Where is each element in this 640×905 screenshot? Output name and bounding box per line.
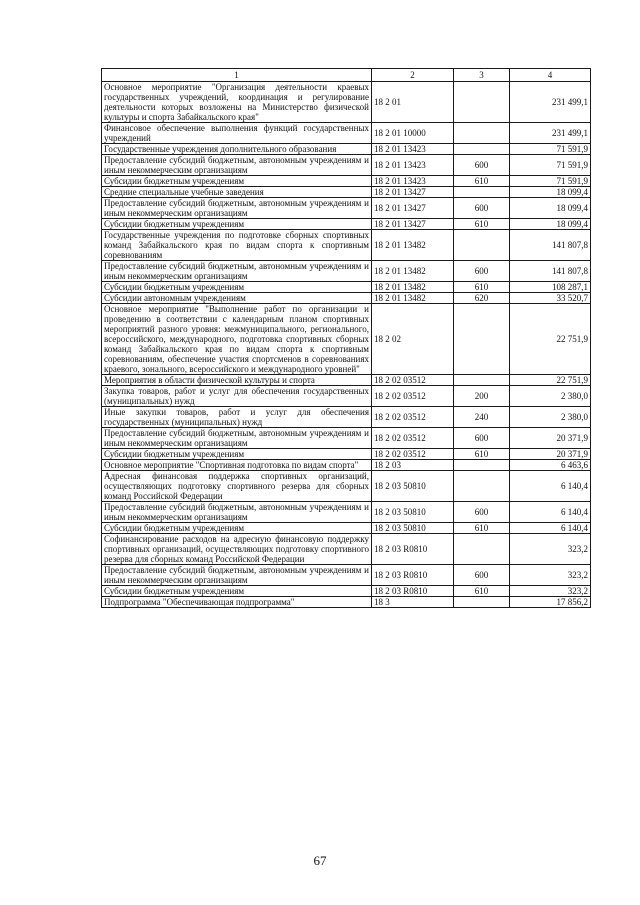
expense-type-cell — [454, 375, 510, 386]
table-row — [102, 304, 591, 375]
code-cell: 18 2 01 13423 — [372, 144, 454, 155]
code-cell: 18 2 01 13427 — [372, 187, 454, 198]
code-cell: 18 2 01 10000 — [372, 123, 454, 144]
expense-type-cell — [454, 534, 510, 565]
table-row — [102, 523, 591, 534]
code-cell: 18 2 01 13427 — [372, 198, 454, 219]
expense-type-cell — [454, 230, 510, 261]
amount-cell: 231 499,1 — [510, 123, 591, 144]
amount-cell: 323,2 — [510, 586, 591, 597]
table-row — [102, 282, 591, 293]
table-row — [102, 375, 591, 386]
table-row — [102, 123, 591, 144]
code-cell: 18 2 03 R0810 — [372, 565, 454, 586]
header-cell: 3 — [454, 69, 510, 82]
expense-type-cell: 600 — [454, 198, 510, 219]
amount-cell: 323,2 — [510, 565, 591, 586]
code-cell: 18 2 01 13423 — [372, 155, 454, 176]
amount-cell: 323,2 — [510, 534, 591, 565]
code-cell: 18 2 01 13423 — [372, 176, 454, 187]
amount-cell: 6 140,4 — [510, 502, 591, 523]
amount-cell: 22 751,9 — [510, 375, 591, 386]
table-row — [102, 407, 591, 428]
code-cell: 18 2 02 03512 — [372, 386, 454, 407]
table-row — [102, 460, 591, 471]
table-row — [102, 502, 591, 523]
table-row — [102, 219, 591, 230]
table-row — [102, 565, 591, 586]
expense-type-cell — [454, 123, 510, 144]
amount-cell: 6 140,4 — [510, 471, 591, 502]
code-cell: 18 2 02 — [372, 304, 454, 375]
expense-type-cell: 600 — [454, 502, 510, 523]
code-cell: 18 2 03 — [372, 460, 454, 471]
code-cell: 18 2 03 50810 — [372, 523, 454, 534]
expense-type-cell: 610 — [454, 586, 510, 597]
table-row — [102, 449, 591, 460]
amount-cell: 71 591,9 — [510, 144, 591, 155]
table-row — [102, 187, 591, 198]
expense-type-cell — [454, 597, 510, 608]
code-cell: 18 2 03 50810 — [372, 502, 454, 523]
description-cell: Мероприятия в области физической культуры и спорта — [102, 375, 372, 386]
code-cell: 18 2 01 — [372, 82, 454, 123]
table-row — [102, 230, 591, 261]
expense-type-cell: 610 — [454, 449, 510, 460]
description-cell: Основное мероприятие "Организация деятельности краевых государственных учреждений, координация и регулирование деятельности которых возложены на Министерство физической культуры и спорта Забайкальского края" — [102, 82, 372, 123]
expense-type-cell: 610 — [454, 219, 510, 230]
description-cell: Предоставление субсидий бюджетным, автономным учреждениям и иным некоммерческим организациям — [102, 198, 372, 219]
expense-type-cell: 600 — [454, 155, 510, 176]
amount-cell: 71 591,9 — [510, 176, 591, 187]
description-cell: Софинансирование расходов на адресную финансовую поддержку спортивных организаций, осуществляющих подготовку спортивного резерва для сборных команд Российской Федерации — [102, 534, 372, 565]
description-cell: Предоставление субсидий бюджетным, автономным учреждениям и иным некоммерческим организациям — [102, 502, 372, 523]
expense-type-cell: 610 — [454, 176, 510, 187]
description-cell: Субсидии бюджетным учреждениям — [102, 282, 372, 293]
expense-type-cell — [454, 471, 510, 502]
code-cell: 18 2 01 13482 — [372, 282, 454, 293]
table-row — [102, 471, 591, 502]
amount-cell: 17 856,2 — [510, 597, 591, 608]
table-row — [102, 586, 591, 597]
expense-type-cell: 600 — [454, 261, 510, 282]
amount-cell: 141 807,8 — [510, 230, 591, 261]
table-row — [102, 261, 591, 282]
header-cell: 1 — [102, 69, 372, 82]
table-row — [102, 386, 591, 407]
table-row — [102, 534, 591, 565]
expense-type-cell: 620 — [454, 293, 510, 304]
expense-type-cell: 610 — [454, 282, 510, 293]
description-cell: Субсидии бюджетным учреждениям — [102, 219, 372, 230]
description-cell: Адресная финансовая поддержка спортивных организаций, осуществляющих подготовку спортивного резерва для сборных команд Российской Федерации — [102, 471, 372, 502]
description-cell: Субсидии бюджетным учреждениям — [102, 523, 372, 534]
code-cell: 18 2 02 03512 — [372, 449, 454, 460]
code-cell: 18 2 03 R0810 — [372, 534, 454, 565]
description-cell: Предоставление субсидий бюджетным, автономным учреждениям и иным некоммерческим организациям — [102, 565, 372, 586]
amount-cell: 2 380,0 — [510, 386, 591, 407]
amount-cell: 18 099,4 — [510, 187, 591, 198]
description-cell: Иные закупки товаров, работ и услуг для обеспечения государственных (муниципальных) нужд — [102, 407, 372, 428]
code-cell: 18 2 01 13482 — [372, 293, 454, 304]
header-cell: 4 — [510, 69, 591, 82]
description-cell: Субсидии автономным учреждениям — [102, 293, 372, 304]
amount-cell: 141 807,8 — [510, 261, 591, 282]
description-cell: Подпрограмма "Обеспечивающая подпрограмма" — [102, 597, 372, 608]
table-row — [102, 428, 591, 449]
code-cell: 18 2 02 03512 — [372, 428, 454, 449]
expense-type-cell: 200 — [454, 386, 510, 407]
code-cell: 18 3 — [372, 597, 454, 608]
table-row — [102, 293, 591, 304]
amount-cell: 71 591,9 — [510, 155, 591, 176]
description-cell: Предоставление субсидий бюджетным, автономным учреждениям и иным некоммерческим организациям — [102, 428, 372, 449]
expense-type-cell — [454, 187, 510, 198]
table-row — [102, 597, 591, 608]
amount-cell: 22 751,9 — [510, 304, 591, 375]
table-row — [102, 176, 591, 187]
amount-cell: 108 287,1 — [510, 282, 591, 293]
expense-type-cell — [454, 144, 510, 155]
description-cell: Предоставление субсидий бюджетным, автономным учреждениям и иным некоммерческим организациям — [102, 155, 372, 176]
budget-table — [101, 68, 591, 608]
code-cell: 18 2 01 13427 — [372, 219, 454, 230]
table-row — [102, 155, 591, 176]
expense-type-cell: 610 — [454, 523, 510, 534]
expense-type-cell: 240 — [454, 407, 510, 428]
code-cell: 18 2 03 50810 — [372, 471, 454, 502]
description-cell: Основное мероприятие "Спортивная подготовка по видам спорта" — [102, 460, 372, 471]
expense-type-cell: 600 — [454, 565, 510, 586]
description-cell: Субсидии бюджетным учреждениям — [102, 449, 372, 460]
expense-type-cell — [454, 304, 510, 375]
table-row — [102, 144, 591, 155]
header-row — [102, 69, 591, 82]
amount-cell: 2 380,0 — [510, 407, 591, 428]
description-cell: Государственные учреждения по подготовке сборных спортивных команд Забайкальского края по видам спорта к спортивным соревнованиям — [102, 230, 372, 261]
amount-cell: 6 140,4 — [510, 523, 591, 534]
description-cell: Государственные учреждения дополнительного образования — [102, 144, 372, 155]
page-number: 67 — [313, 853, 327, 868]
description-cell: Средние специальные учебные заведения — [102, 187, 372, 198]
code-cell: 18 2 01 13482 — [372, 261, 454, 282]
amount-cell: 18 099,4 — [510, 198, 591, 219]
amount-cell: 6 463,6 — [510, 460, 591, 471]
expense-type-cell — [454, 82, 510, 123]
amount-cell: 20 371,9 — [510, 449, 591, 460]
expense-type-cell: 600 — [454, 428, 510, 449]
table-row — [102, 82, 591, 123]
description-cell: Закупка товаров, работ и услуг для обеспечения государственных (муниципальных) нужд — [102, 386, 372, 407]
amount-cell: 231 499,1 — [510, 82, 591, 123]
code-cell: 18 2 03 R0810 — [372, 586, 454, 597]
amount-cell: 20 371,9 — [510, 428, 591, 449]
description-cell: Субсидии бюджетным учреждениям — [102, 586, 372, 597]
description-cell: Субсидии бюджетным учреждениям — [102, 176, 372, 187]
description-cell: Финансовое обеспечение выполнения функций государственных учреждений — [102, 123, 372, 144]
table-row — [102, 198, 591, 219]
code-cell: 18 2 02 03512 — [372, 407, 454, 428]
amount-cell: 18 099,4 — [510, 219, 591, 230]
amount-cell: 33 520,7 — [510, 293, 591, 304]
description-cell: Основное мероприятие "Выполнение работ по организации и проведению в соответствии с календарным планом спортивных мероприятий разного уровня: межмуниципального, регионального, всероссийского, международного, подготовка спортивных сборных команд Забайкальского края по видам спорта к спортивным соревнованиям, обеспечение участия спортсменов в соревнованиях краевого, зонального, всероссийского и международного уровней" — [102, 304, 372, 375]
header-cell: 2 — [372, 69, 454, 82]
description-cell: Предоставление субсидий бюджетным, автономным учреждениям и иным некоммерческим организациям — [102, 261, 372, 282]
code-cell: 18 2 01 13482 — [372, 230, 454, 261]
expense-type-cell — [454, 460, 510, 471]
code-cell: 18 2 02 03512 — [372, 375, 454, 386]
